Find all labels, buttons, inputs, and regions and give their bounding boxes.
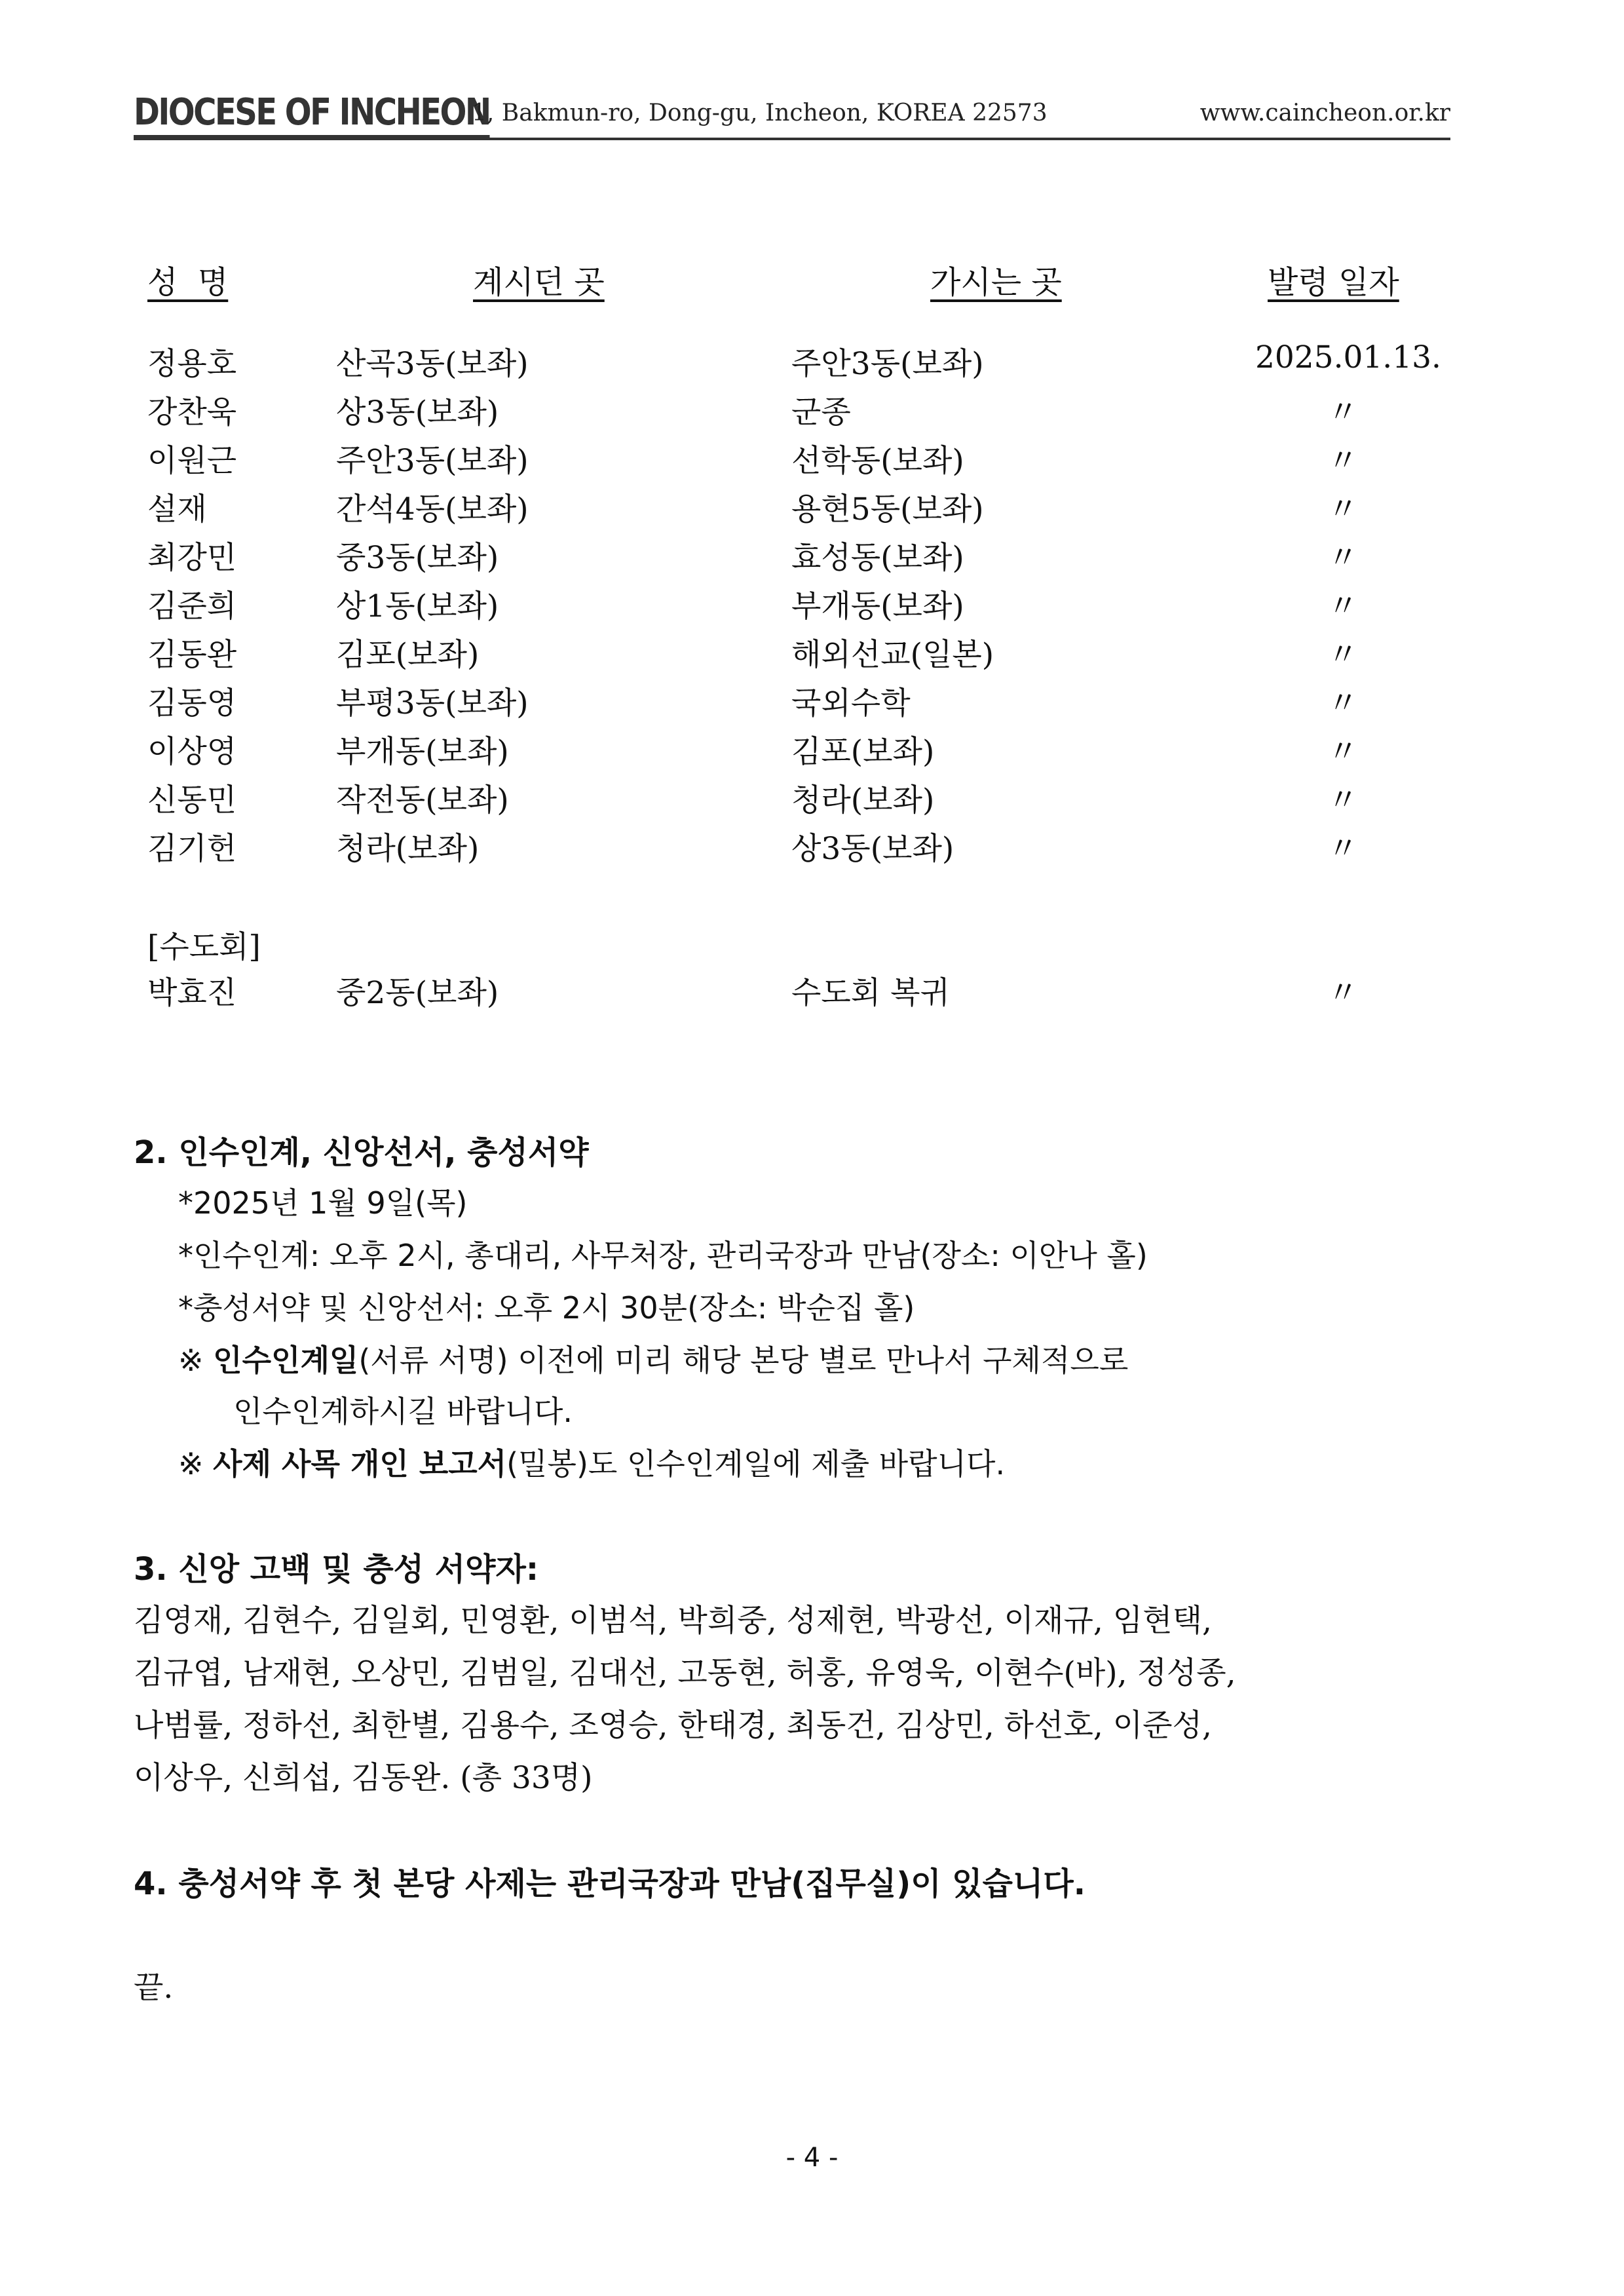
row-date: 〃 <box>1327 975 1359 1011</box>
row-from: 청라(보좌) <box>336 831 480 867</box>
letterhead <box>134 90 1450 140</box>
header-from: 계시던 곳 <box>473 264 605 301</box>
header-name: 성 명 <box>147 264 229 301</box>
table-row <box>0 776 1624 824</box>
section4-title: 4. 충성서약 후 첫 본당 사제는 관리국장과 만남(집무실)이 있습니다. <box>134 1866 1086 1902</box>
row-from: 작전동(보좌) <box>336 782 509 818</box>
row-name: 박효진 <box>147 975 237 1011</box>
row-date: 〃 <box>1327 588 1359 624</box>
note-mark: ※ <box>178 1446 214 1482</box>
section2-title: 2. 인수인계, 신앙선서, 충성서약 <box>134 1134 589 1171</box>
table-row <box>0 679 1624 727</box>
row-name: 김동영 <box>147 685 237 721</box>
row-name: 이상영 <box>147 734 237 770</box>
row-name: 신동민 <box>147 782 237 818</box>
row-date: 〃 <box>1327 491 1359 527</box>
row-date: 2025.01.13. <box>1255 339 1441 375</box>
table-row <box>0 339 1624 388</box>
row-from: 간석4동(보좌) <box>336 491 529 527</box>
table-row <box>0 582 1624 630</box>
section2-date: *2025년 1월 9일(목) <box>178 1185 468 1221</box>
row-to: 국외수학 <box>791 685 911 721</box>
row-from: 상1동(보좌) <box>336 588 499 624</box>
signer-line: 이상우, 신희섭, 김동완. (총 33명) <box>134 1760 593 1796</box>
row-to: 수도회 복귀 <box>791 975 950 1011</box>
section3-title: 3. 신앙 고백 및 충성 서약자: <box>134 1551 539 1588</box>
diocese-logo: DIOCESE OF INCHEON <box>134 90 490 138</box>
row-to: 효성동(보좌) <box>791 540 964 576</box>
page-number: - 4 - <box>785 2143 839 2173</box>
row-from: 부평3동(보좌) <box>336 685 529 721</box>
table-row <box>0 388 1624 436</box>
signer-line: 김규엽, 남재현, 오상민, 김범일, 김대선, 고동현, 허홍, 유영욱, 이현수(바), 정성종, <box>134 1655 1236 1691</box>
note1-bold: 인수인계일 <box>213 1343 359 1378</box>
section2-note1-cont: 인수인계하시길 바랍니다. <box>233 1394 573 1429</box>
table-row <box>0 630 1624 679</box>
row-from: 부개동(보좌) <box>336 734 509 770</box>
row-to: 부개동(보좌) <box>791 588 964 624</box>
note2-rest: (밀봉)도 인수인계일에 제출 바랍니다. <box>506 1446 1006 1482</box>
row-name: 김기헌 <box>147 831 237 867</box>
row-date: 〃 <box>1327 637 1359 673</box>
row-to: 김포(보좌) <box>791 734 935 770</box>
address: 1, Bakmun-ro, Dong-gu, Incheon, KOREA 22573 <box>472 100 1048 126</box>
row-date: 〃 <box>1327 394 1359 430</box>
row-name: 김준희 <box>147 588 237 624</box>
closing-text: 끝. <box>134 1970 174 2006</box>
row-from: 김포(보좌) <box>336 637 480 673</box>
row-to: 용현5동(보좌) <box>791 491 984 527</box>
section2-oath: *충성서약 및 신앙선서: 오후 2시 30분(장소: 박순집 홀) <box>178 1290 915 1326</box>
row-date: 〃 <box>1327 734 1359 770</box>
row-from: 중3동(보좌) <box>336 540 499 576</box>
religious-label: [수도회] <box>147 929 261 965</box>
row-from: 상3동(보좌) <box>336 394 499 430</box>
signer-line: 나범률, 정하선, 최한별, 김용수, 조영승, 한태경, 최동건, 김상민, 하선호, 이준성, <box>134 1708 1212 1744</box>
row-to: 해외선교(일본) <box>791 637 994 673</box>
note-mark: ※ <box>178 1343 214 1378</box>
row-to: 청라(보좌) <box>791 782 935 818</box>
note2-bold: 사제 사목 개인 보고서 <box>213 1446 507 1482</box>
table-row <box>0 533 1624 582</box>
table-row <box>0 485 1624 533</box>
row-from: 산곡3동(보좌) <box>336 346 529 382</box>
row-name: 설재 <box>147 491 207 527</box>
row-date: 〃 <box>1327 782 1359 818</box>
row-date: 〃 <box>1327 831 1359 867</box>
header-to: 가시는 곳 <box>930 264 1062 301</box>
signer-line: 김영재, 김현수, 김일회, 민영환, 이범석, 박희중, 성제현, 박광선, 이재규, 임현택, <box>134 1603 1212 1639</box>
section2-note2 <box>178 1440 1005 1483</box>
row-name: 이원근 <box>147 443 237 479</box>
table-row <box>0 727 1624 776</box>
row-name: 김동완 <box>147 637 237 673</box>
row-from: 주안3동(보좌) <box>336 443 529 479</box>
table-row <box>0 968 1624 1017</box>
website: www.caincheon.or.kr <box>1199 100 1450 126</box>
header-date: 발령 일자 <box>1268 264 1399 301</box>
row-name: 정용호 <box>147 346 237 382</box>
row-date: 〃 <box>1327 540 1359 576</box>
row-name: 최강민 <box>147 540 237 576</box>
section2-handover: *인수인계: 오후 2시, 총대리, 사무처장, 관리국장과 만남(장소: 이안나 홀) <box>178 1238 1148 1273</box>
section2-note1 <box>178 1337 1128 1380</box>
row-date: 〃 <box>1327 443 1359 479</box>
row-date: 〃 <box>1327 685 1359 721</box>
row-name: 강찬욱 <box>147 394 237 430</box>
table-row <box>0 436 1624 485</box>
row-to: 주안3동(보좌) <box>791 346 984 382</box>
row-to: 군종 <box>791 394 851 430</box>
row-to: 상3동(보좌) <box>791 831 954 867</box>
note1-rest: (서류 서명) 이전에 미리 해당 본당 별로 만나서 구체적으로 <box>358 1343 1129 1378</box>
row-from: 중2동(보좌) <box>336 975 499 1011</box>
table-row <box>0 824 1624 873</box>
row-to: 선학동(보좌) <box>791 443 964 479</box>
